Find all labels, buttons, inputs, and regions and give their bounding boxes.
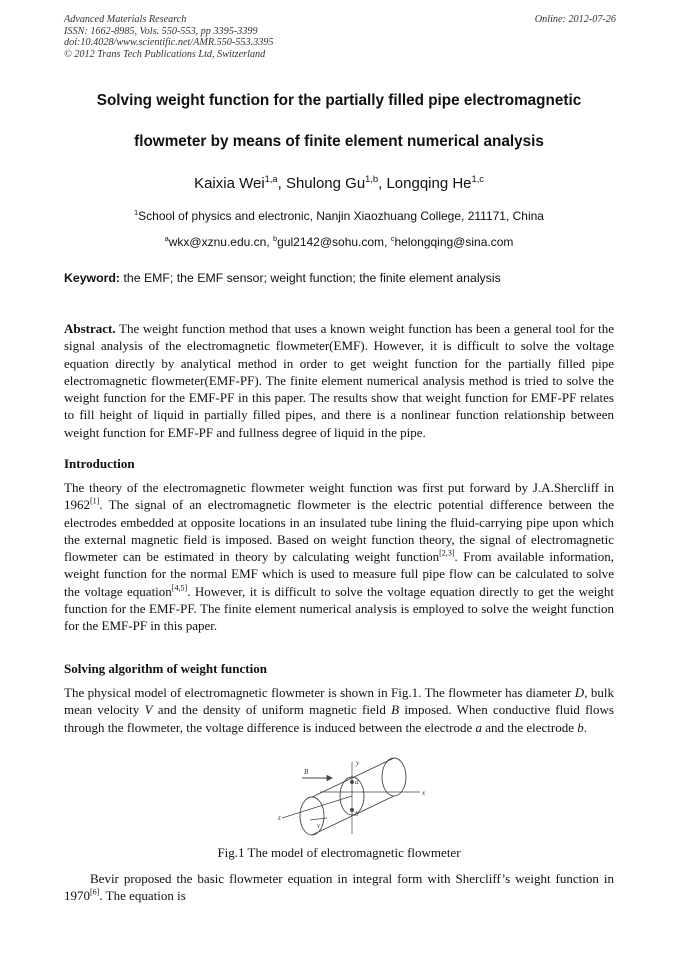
title-line-1: Solving weight function for the partially filled pipe electromagnetic [96,92,582,109]
pipe-front-ellipse [300,797,324,835]
z-axis [282,796,352,818]
pipe-back-ellipse [382,758,406,796]
doi-line: doi:10.4028/www.scientific.net/AMR.550-553.3395 [64,37,274,49]
x-label: x [422,789,426,797]
y-label: y [356,759,360,767]
copyright-line: © 2012 Trans Tech Publications Ltd, Switzerland [64,48,266,60]
bevir-paragraph: Bevir proposed the basic flowmeter equation in integral form with Shercliff’s weight function in 1970[6]. The equation is [64,871,614,904]
online-date: Online: 2012-07-26 [534,14,616,25]
algorithm-paragraph: The physical model of electromagnetic flowmeter is shown in Fig.1. The flowmeter has diameter D, bulk mean velocity V and the density of uniform magnetic field B imposed. When conductive fluid flows through the flowmeter, the voltage difference is induced between the electrode a and the electrode b. [64,685,614,735]
author: Shulong Gu$^{1,b}$, [285,174,387,192]
journal-header [64,14,273,60]
author: Longqing He$^{1,c}$ [386,174,484,192]
algorithm-heading: Solving algorithm of weight function [64,661,267,676]
author-list [40,175,638,192]
email: $^b$gul2142@sohu.com, [273,234,391,249]
title-line-2: flowmeter by means of finite element numerical analysis [134,133,544,150]
email: $^c$helongqing@sina.com [390,234,514,249]
b-label: B [304,768,309,776]
figure-caption: Fig.1 The model of electromagnetic flowmeter [217,845,461,860]
electrode-a [351,781,354,784]
flowmeter-model-figure [272,756,432,836]
v-label: v [317,822,321,830]
keywords: Keyword: the EMF; the EMF sensor; weight function; the finite element analysis [64,271,501,285]
b-field-arrowhead [327,776,332,781]
issn-line: ISSN: 1662-8985, Vols. 550-553, pp 3395-3399 [64,25,258,37]
z-label: z [278,814,281,822]
abstract: Abstract. The weight function method that uses a known weight function has been a general tool for the signal analysis of the electromagnetic flowmeter(EMF). However, it is difficult to solve the voltage equation directly by analytical method in order to get weight function for the partially filled pipe electromagnetic flowmeter(EMF-PF). The finite element numerical analysis method is tried to solve the weight function for the EMF-PF in this paper. The results show that weight function for EMF-PF relates to fill height of liquid in partially filled pipes, and there is a nonlinear function relationship between weight function for EMF-PF and fullness degree of liquid in the pipe. [64,321,615,440]
introduction-heading: Introduction [64,456,135,471]
introduction-paragraph: The theory of the electromagnetic flowmeter weight function was first put forward by J.A.Shercliff in 1962[1]. The signal of an electromagnetic flowmeter is the electric potential difference between the electrodes embedded at opposite locations in an insulated tube lining the fluid-carrying pipe upon which the external magnetic field is imposed. Based on weight function theory, the signal of electromagnetic flowmeter can be estimated in theory by calculating weight function[2,3]. From available information, weight function for the normal EMF which is used to measure full pipe flow can be calculated to solve the voltage equation[4,5]. However, it is difficult to solve the voltage equation directly to get the weight function for the EMF-PF. The finite element numerical analysis is employed to solve the weight function for the EMF-PF in this paper. [64,480,614,634]
velocity-arrow [310,818,327,820]
email: $^a$wkx@xznu.edu.cn, [164,234,273,249]
electrode-b [351,809,354,812]
journal-name: Advanced Materials Research [64,14,187,25]
affiliation: $^1$School of physics and electronic, Nanjin Xiaozhuang College, 211171, China [134,208,544,223]
b-electrode-label: b [355,810,359,818]
a-label: a [355,778,359,786]
email-list [40,235,638,249]
author: Kaixia Wei$^{1,a}$, [194,174,286,192]
